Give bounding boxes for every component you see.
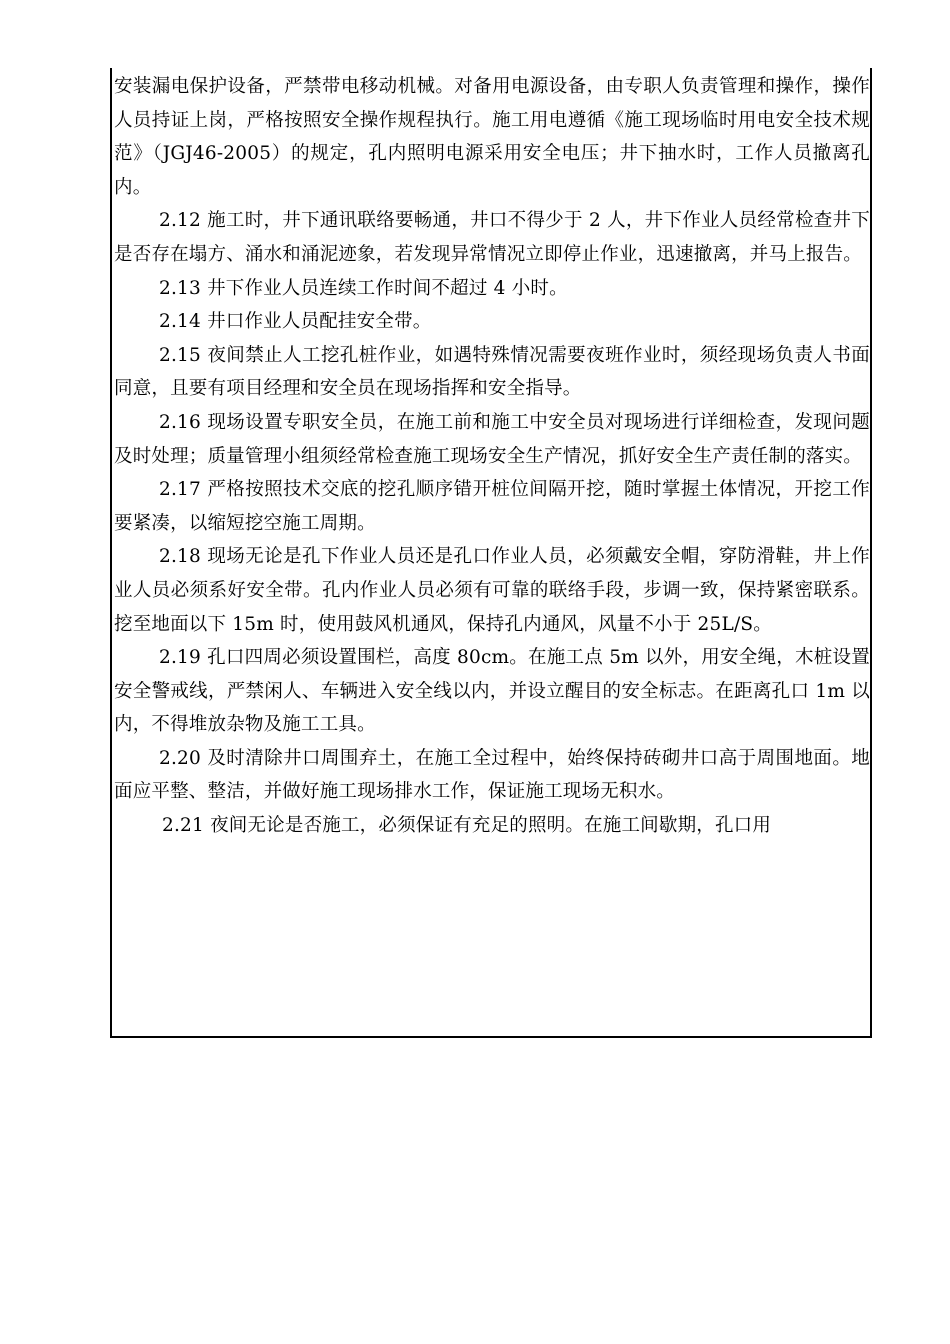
paragraph-2-16: 2.16 现场设置专职安全员，在施工前和施工中安全员对现场进行详细检查，发现问题及时处理；质量管理小组须经常检查施工现场安全生产情况，抓好安全生产责任制的落实。 — [114, 411, 870, 467]
paragraph-2-20: 2.20 及时清除井口周围弃土，在施工全过程中，始终保持砖砌井口高于周围地面。地面应平整、整洁，并做好施工现场排水工作，保证施工现场无积水。 — [114, 747, 870, 803]
paragraph-2-17: 2.17 严格按照技术交底的挖孔顺序错开桩位间隔开挖，随时掌握土体情况，开挖工作要紧凑，以缩短挖空施工周期。 — [114, 479, 870, 534]
paragraph-2-21: 2.21 夜间无论是否施工，必须保证有充足的照明。在施工间歇期，孔口用 — [162, 815, 772, 837]
paragraph-2-18: 2.18 现场无论是孔下作业人员还是孔口作业人员，必须戴安全帽，穿防滑鞋，井上作业人员必须系好安全带。孔内作业人员必须有可靠的联络手段，步调一致，保持紧密联系。挖至地面以下 15m 时，使用鼓风机通风，保持孔内通风，风量不小于 25L/S。 — [114, 546, 870, 635]
paragraph-2-19: 2.19 孔口四周必须设置围栏，高度 80cm。在施工点 5m 以外，用安全绳，木桩设置安全警戒线，严禁闲人、车辆进入安全线以内，并设立醒目的安全标志。在距离孔口 1m 以内，不得堆放杂物及施工工具。 — [114, 647, 870, 736]
paragraph-2-14: 2.14 井口作业人员配挂安全带。 — [159, 311, 432, 333]
paragraph-continued: 安装漏电保护设备，严禁带电移动机械。对备用电源设备，由专职人负责管理和操作，操作人员持证上岗，严格按照安全操作规程执行。施工用电遵循《施工现场临时用电安全技术规范》（JGJ46-2005）的规定，孔内照明电源采用安全电压；井下抽水时，工作人员撤离孔内。 — [114, 76, 870, 198]
document-frame — [110, 68, 872, 1038]
paragraph-2-15: 2.15 夜间禁止人工挖孔桩作业，如遇特殊情况需要夜班作业时，须经现场负责人书面同意，且要有项目经理和安全员在现场指挥和安全指导。 — [114, 344, 870, 400]
paragraph-2-12: 2.12 施工时，井下通讯联络要畅通，井口不得少于 2 人，井下作业人员经常检查井下是否存在塌方、涌水和涌泥迹象，若发现异常情况立即停止作业，迅速撤离，并马上报告。 — [114, 210, 870, 265]
document-body — [112, 70, 870, 843]
paragraph-2-13: 2.13 井下作业人员连续工作时间不超过 4 小时。 — [159, 277, 568, 299]
